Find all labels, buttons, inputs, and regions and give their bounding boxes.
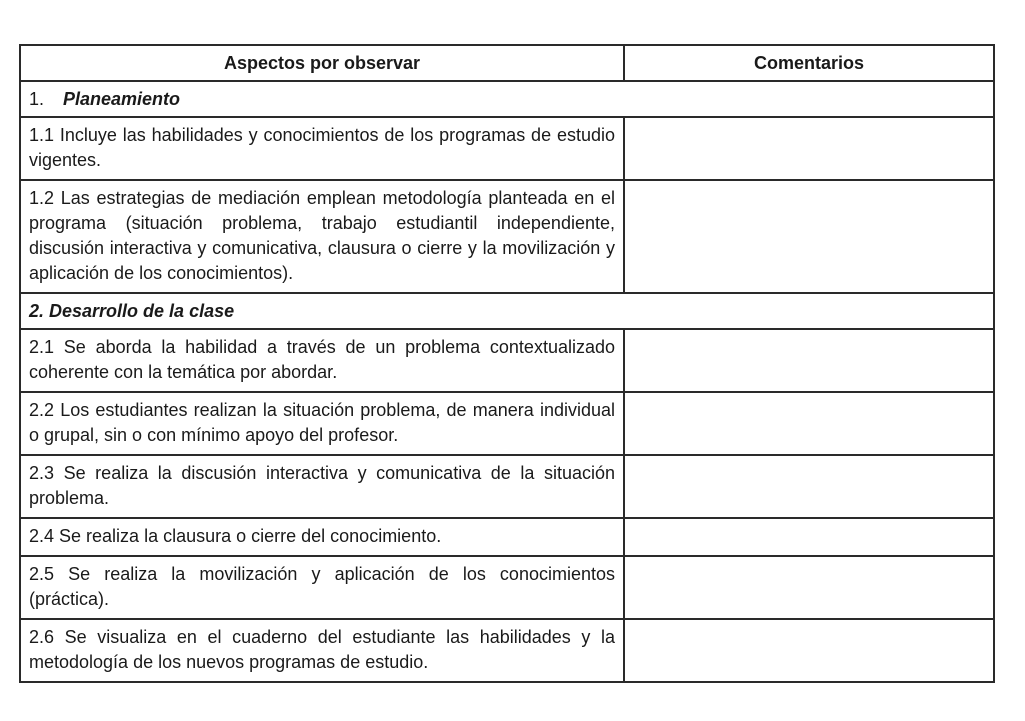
table-row	[20, 117, 994, 180]
section-row-planeamiento	[20, 81, 994, 117]
comment-cell[interactable]	[624, 329, 994, 392]
table-row	[20, 556, 994, 619]
aspect-cell: 2.2 Los estudiantes realizan la situación problema, de manera individual o grupal, sin o con mínimo apoyo del profesor.	[20, 392, 624, 455]
comment-cell[interactable]	[624, 619, 994, 682]
table-row	[20, 329, 994, 392]
section-heading	[20, 81, 994, 117]
comment-cell[interactable]	[624, 117, 994, 180]
header-aspects: Aspectos por observar	[20, 45, 624, 81]
table-row	[20, 180, 994, 293]
comment-cell[interactable]	[624, 556, 994, 619]
aspect-cell: 2.1 Se aborda la habilidad a través de un problema contextualizado coherente con la temática por abordar.	[20, 329, 624, 392]
table-row	[20, 518, 994, 556]
comment-cell[interactable]	[624, 392, 994, 455]
observation-table	[19, 44, 995, 683]
comment-cell[interactable]	[624, 180, 994, 293]
section-row-desarrollo	[20, 293, 994, 329]
aspect-cell: 2.5 Se realiza la movilización y aplicación de los conocimientos (práctica).	[20, 556, 624, 619]
comment-cell[interactable]	[624, 518, 994, 556]
header-row	[20, 45, 994, 81]
table-row	[20, 392, 994, 455]
section-title: Planeamiento	[63, 88, 181, 109]
aspect-cell: 1.2 Las estrategias de mediación emplean metodología planteada en el programa (situación problema, trabajo estudiantil independiente, discusión interactiva y comunicativa, clausura o cierre y la movilización y aplicación de los conocimientos).	[20, 180, 624, 293]
header-comments: Comentarios	[624, 45, 994, 81]
table-row	[20, 455, 994, 518]
aspect-cell: 2.3 Se realiza la discusión interactiva y comunicativa de la situación problema.	[20, 455, 624, 518]
section-title: 2. Desarrollo de la clase	[29, 300, 235, 321]
aspect-cell: 2.4 Se realiza la clausura o cierre del conocimiento.	[20, 518, 624, 556]
aspect-cell: 2.6 Se visualiza en el cuaderno del estudiante las habilidades y la metodología de los nuevos programas de estudio.	[20, 619, 624, 682]
table-row	[20, 619, 994, 682]
comment-cell[interactable]	[624, 455, 994, 518]
aspect-cell: 1.1 Incluye las habilidades y conocimientos de los programas de estudio vigentes.	[20, 117, 624, 180]
section-number: 1.	[29, 88, 45, 109]
section-heading	[20, 293, 994, 329]
